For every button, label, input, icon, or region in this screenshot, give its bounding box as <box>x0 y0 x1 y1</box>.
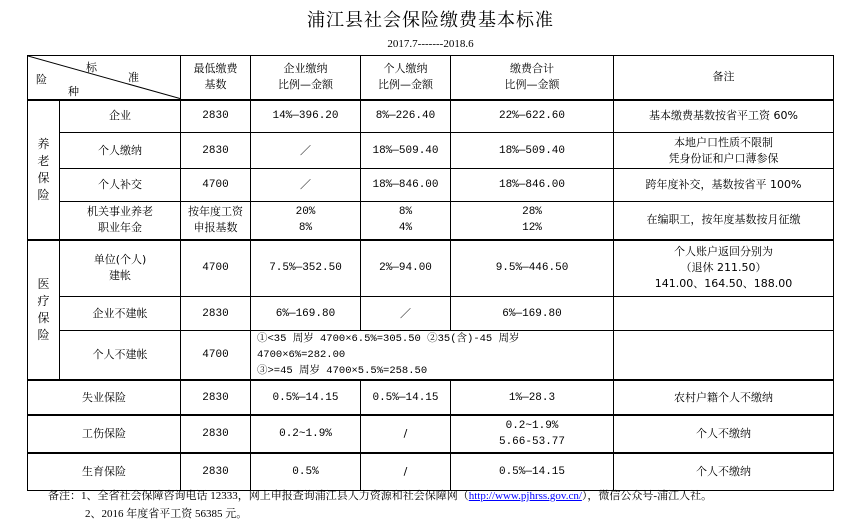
note-text: ），微信公众号-浦江人社。 <box>581 490 713 502</box>
corner-label: 准 <box>128 71 139 84</box>
header-corner <box>28 56 181 100</box>
total-cell: 0.5%—14.15 <box>451 453 614 490</box>
remark-cell: 个人不缴纳 <box>614 415 834 453</box>
remark-cell: 个人不缴纳 <box>614 453 834 490</box>
total-cell: 28% 12% <box>451 202 614 240</box>
enterprise-cell: 0.5% <box>251 453 361 490</box>
header-personal: 个人缴纳 比例—金额 <box>361 56 451 100</box>
category-pension: 养 老 保 险 <box>28 100 60 240</box>
table-row <box>28 100 834 133</box>
website-link[interactable]: http://www.pjhrss.gov.cn/ <box>468 490 582 502</box>
item-cell: 机关事业养老 职业年金 <box>60 202 181 240</box>
item-cell: 生育保险 <box>28 453 181 490</box>
enterprise-cell: 20% 8% <box>251 202 361 240</box>
table-row <box>28 133 834 169</box>
table-row <box>28 331 834 381</box>
base-cell: 2830 <box>181 415 251 453</box>
note-text: 备注：1、全省社会保障咨询电话 12333，网上申报查询浦江县人力资源和社会保障网（ <box>48 490 469 502</box>
note-line-1 <box>48 487 712 505</box>
header-row <box>28 56 834 100</box>
footnotes <box>48 487 712 523</box>
header-remark: 备注 <box>614 56 834 100</box>
page-title: 浦江县社会保险缴费基本标准 <box>307 10 554 31</box>
base-cell: 按年度工资 申报基数 <box>181 202 251 240</box>
total-cell: 6%—169.80 <box>451 297 614 331</box>
period-label: 2017.7-------2018.6 <box>387 38 474 50</box>
enterprise-cell: ／ <box>251 169 361 202</box>
item-cell: 个人不建帐 <box>60 331 181 381</box>
item-cell: 企业不建帐 <box>60 297 181 331</box>
note-line-2: 2、2016 年度省平工资 56385 元。 <box>85 508 248 520</box>
standards-table <box>27 55 834 491</box>
personal-cell: 18%—509.40 <box>361 133 451 169</box>
table-row <box>28 415 834 453</box>
item-cell: 个人补交 <box>60 169 181 202</box>
category-medical: 医 疗 保 险 <box>28 240 60 381</box>
personal-cell: / <box>361 453 451 490</box>
base-cell: 2830 <box>181 453 251 490</box>
enterprise-cell: 14%—396.20 <box>251 100 361 133</box>
remark-cell: 在编职工，按年度基数按月征缴 <box>614 202 834 240</box>
enterprise-cell: 7.5%—352.50 <box>251 240 361 297</box>
remark-cell: 农村户籍个人不缴纳 <box>614 380 834 415</box>
base-cell: 4700 <box>181 331 251 381</box>
total-cell: 22%—622.60 <box>451 100 614 133</box>
header-min-base: 最低缴费 基数 <box>181 56 251 100</box>
table-row <box>28 202 834 240</box>
table-row <box>28 297 834 331</box>
base-cell: 2830 <box>181 380 251 415</box>
base-cell: 2830 <box>181 133 251 169</box>
item-cell: 单位(个人) 建帐 <box>60 240 181 297</box>
remark-cell: 本地户口性质不限制 凭身份证和户口薄参保 <box>614 133 834 169</box>
total-cell: 1%—28.3 <box>451 380 614 415</box>
total-cell: 18%—509.40 <box>451 133 614 169</box>
total-cell: 9.5%—446.50 <box>451 240 614 297</box>
diagonal-line <box>28 56 180 99</box>
combined-rate-cell: ①<35 周岁 4700×6.5%=305.50 ②35(含)-45 周岁 4700×6%=282.00 ③>=45 周岁 4700×5.5%=258.50 <box>251 331 614 381</box>
item-cell: 工伤保险 <box>28 415 181 453</box>
table-row <box>28 240 834 297</box>
enterprise-cell: 0.2~1.9% <box>251 415 361 453</box>
base-cell: 2830 <box>181 297 251 331</box>
remark-cell <box>614 331 834 381</box>
base-cell: 4700 <box>181 169 251 202</box>
personal-cell: 0.5%—14.15 <box>361 380 451 415</box>
personal-cell: ／ <box>361 297 451 331</box>
total-cell: 0.2~1.9% 5.66-53.77 <box>451 415 614 453</box>
corner-label: 险 <box>36 73 47 86</box>
personal-cell: 8% 4% <box>361 202 451 240</box>
base-cell: 4700 <box>181 240 251 297</box>
table-row <box>28 380 834 415</box>
item-cell: 失业保险 <box>28 380 181 415</box>
remark-cell: 基本缴费基数按省平工资 60% <box>614 100 834 133</box>
personal-cell: 18%—846.00 <box>361 169 451 202</box>
total-cell: 18%—846.00 <box>451 169 614 202</box>
item-cell: 个人缴纳 <box>60 133 181 169</box>
corner-label: 种 <box>68 85 79 98</box>
enterprise-cell: ／ <box>251 133 361 169</box>
remark-cell: 个人账户返回分别为 （退休 211.50） 141.00、164.50、188.00 <box>614 240 834 297</box>
base-cell: 2830 <box>181 100 251 133</box>
header-total: 缴费合计 比例—金额 <box>451 56 614 100</box>
enterprise-cell: 6%—169.80 <box>251 297 361 331</box>
header-enterprise: 企业缴纳 比例—金额 <box>251 56 361 100</box>
table-row <box>28 453 834 490</box>
corner-label: 标 <box>86 61 97 74</box>
personal-cell: 8%—226.40 <box>361 100 451 133</box>
remark-cell: 跨年度补交，基数按省平 100% <box>614 169 834 202</box>
enterprise-cell: 0.5%—14.15 <box>251 380 361 415</box>
item-cell: 企业 <box>60 100 181 133</box>
personal-cell: / <box>361 415 451 453</box>
personal-cell: 2%—94.00 <box>361 240 451 297</box>
table-row <box>28 169 834 202</box>
remark-cell <box>614 297 834 331</box>
